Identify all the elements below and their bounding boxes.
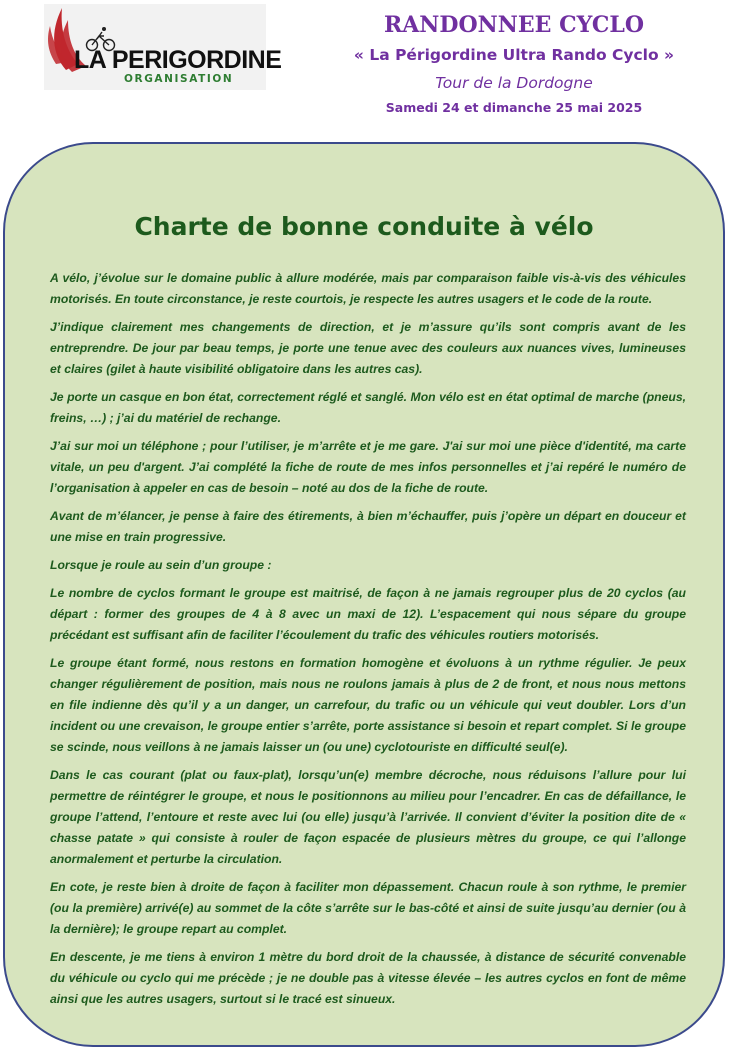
organiser-logo (44, 4, 282, 90)
event-title: RANDONNEE CYCLO (383, 12, 645, 38)
charter-paragraph: J’indique clairement mes changements de direction, et je m’assure qu’ils sont compris avant de les entreprendre. De jour par beau temps, je porte une tenue avec des couleurs aux nuances vives, lumineuses et claires (gilet à haute visibilité obligatoire dans les autres cas). (50, 320, 686, 376)
charter-paragraph: En descente, je me tiens à environ 1 mètre du bord droit de la chaussée, à distance de sécurité convenable du véhicule ou cyclo qui me précède ; je ne double pas à vitesse élevée – les autres cyclos en font de même ainsi que les autres usagers, surtout si le tracé est sinueux. (50, 950, 686, 1006)
charter-paragraph: Dans le cas courant (plat ou faux-plat), lorsqu’un(e) membre décroche, nous réduisons l’allure pour lui permettre de réintégrer le groupe, et nous le positionnons au milieu pour l’encadrer. En cas de défaillance, le groupe l’attend, l’entoure et reste avec lui (ou elle) jusqu’à l’arrivée. Il convient d’éviter la position dite de « chasse patate » qui consiste à rouler de façon espacée de plusieurs mètres du groupe, ce qui l’allonge anormalement et perturbe la circulation. (50, 768, 686, 866)
charter-paragraph: Lorsque je roule au sein d’un groupe : (50, 558, 272, 572)
logo-name: LA PERIGORDINE (74, 46, 282, 74)
logo-organisation: ORGANISATION (124, 73, 234, 85)
event-tour: Tour de la Dordogne (435, 74, 593, 92)
charter-paragraph: Le groupe étant formé, nous restons en formation homogène et évoluons à un rythme régulier. Je peux changer régulièrement de position, mais nous ne roulons jamais à plus de 2 de front, et nous nous mettons en file indienne dès qu’il y a un danger, un carrefour, du trafic ou un véhicule qui veut doubler. Lors d’un incident ou une crevaison, le groupe entier s’arrête, porte assistance si besoin et repart complet. Si le groupe se scinde, nous veillons à ne jamais laisser un (ou une) cyclotouriste en difficulté seul(e). (50, 656, 686, 754)
charter-paragraph: J’ai sur moi un téléphone ; pour l’utiliser, je m’arrête et je me gare. J'ai sur moi une pièce d'identité, ma carte vitale, un peu d'argent. J’ai complété la fiche de route de mes infos personnelles et j’ai repéré le numéro de l’organisation à appeler en cas de besoin – noté au dos de la fiche de route. (50, 439, 686, 495)
charter-paragraph: Le nombre de cyclos formant le groupe est maitrisé, de façon à ne jamais regrouper plus de 20 cyclos (au départ : former des groupes de 4 à 8 avec un maxi de 12). L’espacement qui nous sépare du groupe précédant est suffisant afin de faciliter l’écoulement du trafic des véhicules routiers motorisés. (50, 586, 686, 642)
event-subtitle: « La Périgordine Ultra Rando Cyclo » (353, 46, 675, 64)
charter-title: Charte de bonne conduite à vélo (134, 212, 594, 241)
charter-paragraph: Avant de m’élancer, je pense à faire des étirements, à bien m’échauffer, puis j’opère un départ en douceur et une mise en train progressive. (50, 509, 686, 544)
charter-paragraph: A vélo, j’évolue sur le domaine public à allure modérée, mais par comparaison faible vis-à-vis des véhicules motorisés. En toute circonstance, je reste courtois, je respecte les autres usagers et le code de la route. (50, 271, 686, 306)
event-date: Samedi 24 et dimanche 25 mai 2025 (385, 100, 643, 115)
charter-paragraph: Je porte un casque en bon état, correctement réglé et sanglé. Mon vélo est en état optimal de marche (pneus, freins, …) ; j’ai du matériel de rechange. (50, 390, 686, 425)
charter-paragraph: En cote, je reste bien à droite de façon à faciliter mon dépassement. Chacun roule à son rythme, le premier (ou la première) arrivé(e) au sommet de la côte s’arrête sur le bas-côté et ainsi de suite jusqu’au dernier (ou à la dernière); le groupe repart au complet. (50, 880, 686, 936)
charter-panel (3, 142, 725, 1047)
charter-body (50, 268, 686, 1017)
